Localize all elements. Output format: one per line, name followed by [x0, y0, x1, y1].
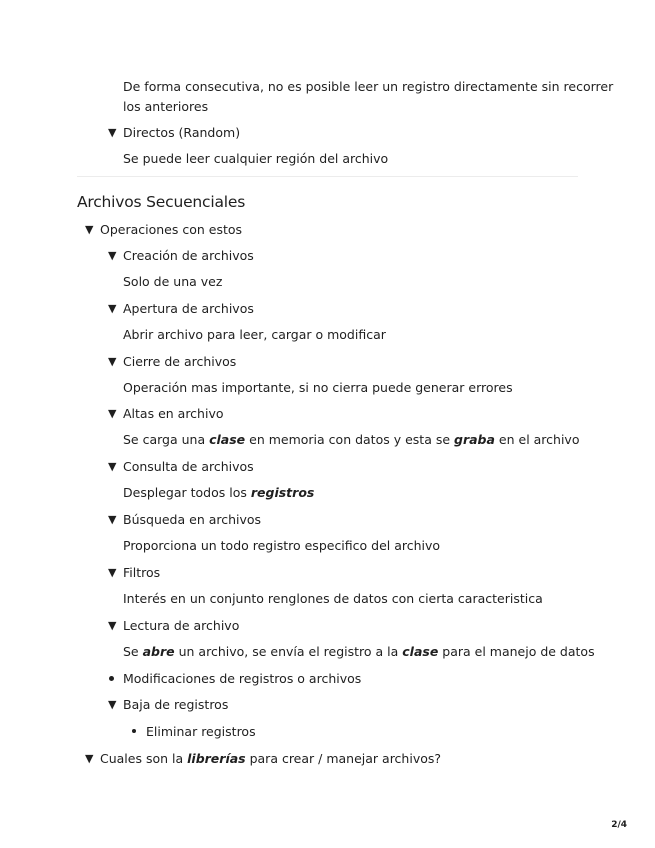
- emphasis-librerias: librerías: [187, 751, 246, 766]
- list-item-modificaciones: Modificaciones de registros o archivos: [123, 671, 362, 686]
- toggle-apertura[interactable]: Apertura de archivos: [123, 301, 254, 316]
- toggle-triangle-icon[interactable]: ▼: [108, 302, 117, 315]
- intro-text-line1: De forma consecutiva, no es posible leer un registro directamente sin recorrer: [123, 79, 614, 94]
- filtros-text: Interés en un conjunto renglones de datos con cierta caracteristica: [123, 591, 543, 606]
- toggle-filtros[interactable]: Filtros: [123, 565, 161, 580]
- toggle-triangle-icon[interactable]: ▼: [85, 223, 94, 236]
- toggle-baja[interactable]: Baja de registros: [123, 697, 229, 712]
- bullet-icon: [132, 729, 136, 733]
- toggle-triangle-icon[interactable]: ▼: [108, 513, 117, 526]
- toggle-operaciones[interactable]: Operaciones con estos: [100, 222, 243, 237]
- toggle-triangle-icon[interactable]: ▼: [108, 355, 117, 368]
- toggle-busqueda[interactable]: Búsqueda en archivos: [123, 512, 262, 527]
- toggle-directos[interactable]: Directos (Random): [123, 125, 241, 140]
- toggle-creacion[interactable]: Creación de archivos: [123, 248, 254, 263]
- creacion-text: Solo de una vez: [123, 274, 223, 289]
- toggle-triangle-icon[interactable]: ▼: [108, 407, 117, 420]
- page-number: 2/4: [611, 820, 627, 830]
- toggle-librerias[interactable]: Cuales son la librerías para crear / manejar archivos?: [100, 751, 442, 766]
- emphasis-clase: clase: [209, 432, 246, 447]
- section-divider: [77, 176, 578, 177]
- toggle-consulta[interactable]: Consulta de archivos: [123, 459, 254, 474]
- toggle-lectura[interactable]: Lectura de archivo: [123, 618, 240, 633]
- toggle-altas[interactable]: Altas en archivo: [123, 406, 224, 421]
- list-item-eliminar: Eliminar registros: [146, 724, 256, 739]
- toggle-triangle-icon[interactable]: ▼: [108, 619, 117, 632]
- toggle-cierre[interactable]: Cierre de archivos: [123, 354, 237, 369]
- toggle-triangle-icon[interactable]: ▼: [108, 698, 117, 711]
- section-heading: Archivos Secuenciales: [77, 193, 246, 211]
- bullet-icon: [109, 676, 114, 681]
- emphasis-graba: graba: [454, 432, 495, 447]
- emphasis-registros: registros: [250, 485, 315, 500]
- cierre-text: Operación mas importante, si no cierra puede generar errores: [123, 380, 513, 395]
- toggle-triangle-icon[interactable]: ▼: [108, 460, 117, 473]
- emphasis-abre: abre: [142, 644, 175, 659]
- consulta-text: Desplegar todos los registros: [123, 485, 315, 500]
- altas-text: Se carga una clase en memoria con datos y esta se graba en el archivo: [123, 432, 580, 447]
- apertura-text: Abrir archivo para leer, cargar o modificar: [123, 327, 386, 342]
- emphasis-clase: clase: [402, 644, 439, 659]
- toggle-triangle-icon[interactable]: ▼: [108, 126, 117, 139]
- toggle-triangle-icon[interactable]: ▼: [108, 566, 117, 579]
- toggle-triangle-icon[interactable]: ▼: [85, 752, 94, 765]
- busqueda-text: Proporciona un todo registro especifico del archivo: [123, 538, 441, 553]
- toggle-triangle-icon[interactable]: ▼: [108, 249, 117, 262]
- intro-text-line2: los anteriores: [123, 99, 209, 114]
- lectura-text: Se abre un archivo, se envía el registro a la clase para el manejo de datos: [123, 644, 595, 659]
- directos-text: Se puede leer cualquier región del archivo: [123, 151, 389, 166]
